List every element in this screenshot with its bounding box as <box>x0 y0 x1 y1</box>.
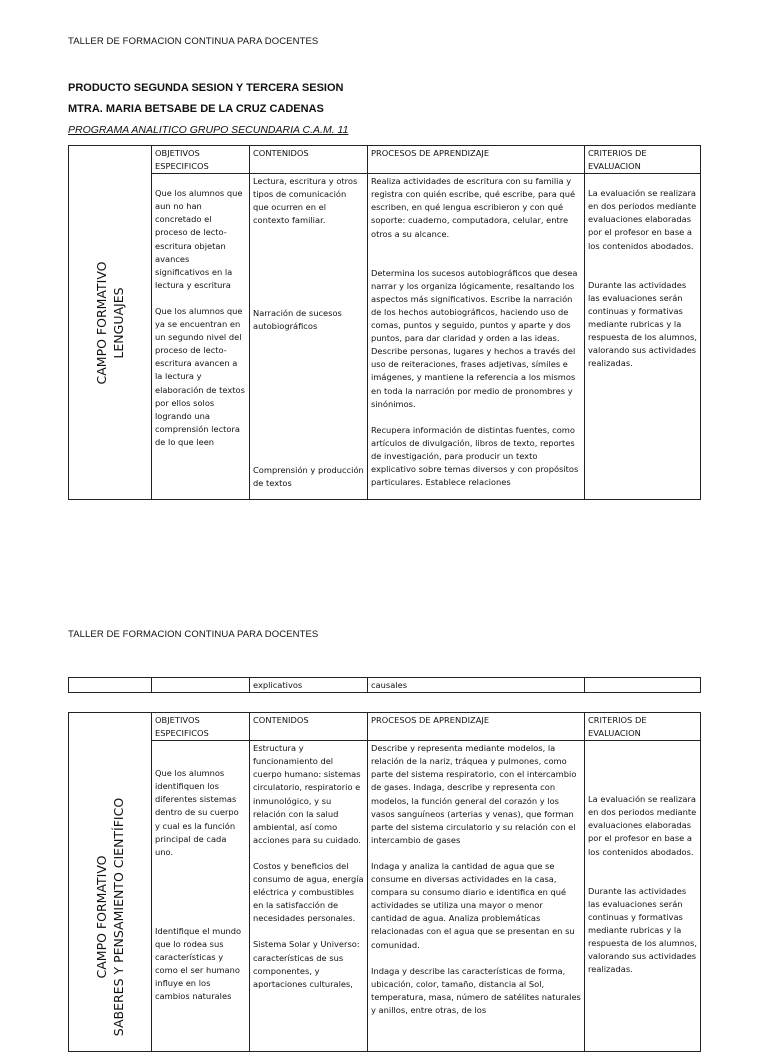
saberes-table <box>68 712 701 1052</box>
campo-formativo-label: CAMPO FORMATIVO LENGUAJES <box>94 261 126 384</box>
proceso-text: Describe y representa mediante modelos, la relación de la nariz, tráquea y pulmones, como parte del sistema respiratorio, con el intercambio de gases. Indaga, describe y representa con modelos, la función general del corazón y los vasos sanguíneos (arterias y venas), que forman parte del sistema circulatorio y su relación con el intercambio de gases <box>371 743 577 845</box>
header-procesos: PROCESOS DE APRENDIZAJE <box>368 713 585 741</box>
page-2 <box>0 600 768 1037</box>
program-title: PROGRAMA ANALITICO GRUPO SECUNDARIA C.A.M. 11 <box>68 124 349 136</box>
contenido-text: Lectura, escritura y otros tipos de comunicación que ocurren en el contexto familiar. <box>253 176 358 226</box>
criterio-text: La evaluación se realizara en dos periodos mediante evaluaciones elaboradas por el profesor en base a los contenidos abodados. <box>588 188 697 251</box>
table-header-row <box>69 713 701 741</box>
contenido-text: Sistema Solar y Universo: características de sus componentes, y aportaciones culturales, <box>253 939 360 989</box>
procesos-cell <box>368 174 585 500</box>
objetivos-cell <box>152 174 250 500</box>
objetivo-text: Identifique el mundo que lo rodea sus características y como el ser humano influye en los cambios naturales <box>155 925 242 1002</box>
contenidos-cell <box>250 174 368 500</box>
objetivos-cell <box>152 741 250 1052</box>
proceso-text: Determina los sucesos autobiográficos que desea narrar y los organiza lógicamente, resaltando los aspectos más significativos. Escribe la narración de los hechos autobiográficos, haciendo uso de comas, puntos y seguido, puntos y aparte y dos puntos, para dar claridad y orden a las ideas. Describe personas, lugares y hechos a través del uso de reiteraciones, frases adjetivas, símiles e imágenes, y mantiene la referencia a los mismos en toda la narración por medio de pronombres y sinónimos. <box>371 267 578 409</box>
proceso-text: Indaga y analiza la cantidad de agua que se consume en diversas actividades en la casa, compara su consumo diario e identifica en qué actividades se utiliza una mayor o menor cantidad de agua. Analiza problemáticas relacionadas con el agua que se presentan en su comunidad. <box>371 860 575 950</box>
proceso-text: Recupera información de distintas fuentes, como artículos de divulgación, libros de texto, reportes de investigación, para producir un texto explicativo sobre temas diversos y con propósitos particulares. Establece relaciones <box>371 424 579 488</box>
objetivo-text: Que los alumnos que ya se encuentran en un segundo nivel del proceso de lecto-escritura avancen a la lectura y elaboración de textos por ellos solos logrando una comprensión lectora de lo que leen <box>155 305 245 447</box>
table-row <box>69 174 701 500</box>
procesos-cell <box>368 741 585 1052</box>
criterios-cell <box>585 174 701 500</box>
contenido-text: Narración de sucesos autobiográficos <box>253 307 342 331</box>
document-title: PRODUCTO SEGUNDA SESION Y TERCERA SESION <box>68 82 344 94</box>
contenido-text: Costos y beneficios del consumo de agua, energía eléctrica y combustibles en la satisfacción de necesidades personales. <box>253 860 364 924</box>
contenido-text: Estructura y funcionamiento del cuerpo humano: sistemas circulatorio, respiratorio e inmunológico, y su relación con la salud ambiental, así como acciones para su cuidado. <box>253 743 361 845</box>
continuation-proceso: causales <box>368 678 585 693</box>
continuation-table <box>68 677 701 693</box>
header-criterios: CRITERIOS DE EVALUACION <box>585 713 701 741</box>
continuation-contenido: explicativos <box>250 678 368 693</box>
header-procesos: PROCESOS DE APRENDIZAJE <box>368 146 585 174</box>
contenidos-cell <box>250 741 368 1052</box>
proceso-text: Indaga y describe las características de forma, ubicación, color, tamaño, distancia al Sol, temperatura, masa, número de satélites naturales y anillos, entre otras, de los <box>371 965 581 1015</box>
teacher-name: MTRA. MARIA BETSABE DE LA CRUZ CADENAS <box>68 103 324 115</box>
criterio-text: Durante las actividades las evaluaciones serán continuas y formativas mediante rubricas y la respuesta de los alumnos, valorando sus actividades realizadas. <box>588 279 697 369</box>
campo-formativo-label: CAMPO FORMATIVO SABERES Y PENSAMIENTO CIENTÍFICO <box>94 797 126 1037</box>
header-contenidos: CONTENIDOS <box>250 713 368 741</box>
header-criterios: CRITERIOS DE EVALUACION <box>585 146 701 174</box>
criterio-text: La evaluación se realizara en dos periodos mediante evaluaciones elaboradas por el profesor en base a los contenidos abodados. <box>588 794 697 857</box>
header-objetivos: OBJETIVOS ESPECIFICOS <box>152 146 250 174</box>
criterios-cell <box>585 741 701 1052</box>
criterio-text: Durante las actividades las evaluaciones serán continuas y formativas mediante rubricas y la respuesta de los alumnos, valorando sus actividades realizadas. <box>588 885 697 975</box>
table-row <box>69 741 701 1052</box>
header-contenidos: CONTENIDOS <box>250 146 368 174</box>
table-row <box>69 678 701 693</box>
objetivo-text: Que los alumnos identifiquen los diferentes sistemas dentro de su cuerpo y cual es la función principal de cada uno. <box>155 768 239 857</box>
lenguajes-table <box>68 145 701 500</box>
campo-formativo-cell <box>69 146 152 500</box>
table-header-row <box>69 146 701 174</box>
running-header: TALLER DE FORMACION CONTINUA PARA DOCENTES <box>68 629 319 640</box>
contenido-text: Comprensión y producción de textos <box>253 464 364 488</box>
header-objetivos: OBJETIVOS ESPECIFICOS <box>152 713 250 741</box>
campo-formativo-cell <box>69 713 152 1052</box>
proceso-text: Realiza actividades de escritura con su familia y registra con quién escribe, qué escribe, para qué escriben, en qué lengua escribieron y con qué soporte: cuaderno, computadora, celular, entre otros a su alcance. <box>371 176 576 239</box>
objetivo-text: Que los alumnos que aun no han concretado el proceso de lecto-escritura objetan avances significativos en la lectura y escritura <box>155 188 243 290</box>
running-header: TALLER DE FORMACION CONTINUA PARA DOCENTES <box>68 36 319 47</box>
